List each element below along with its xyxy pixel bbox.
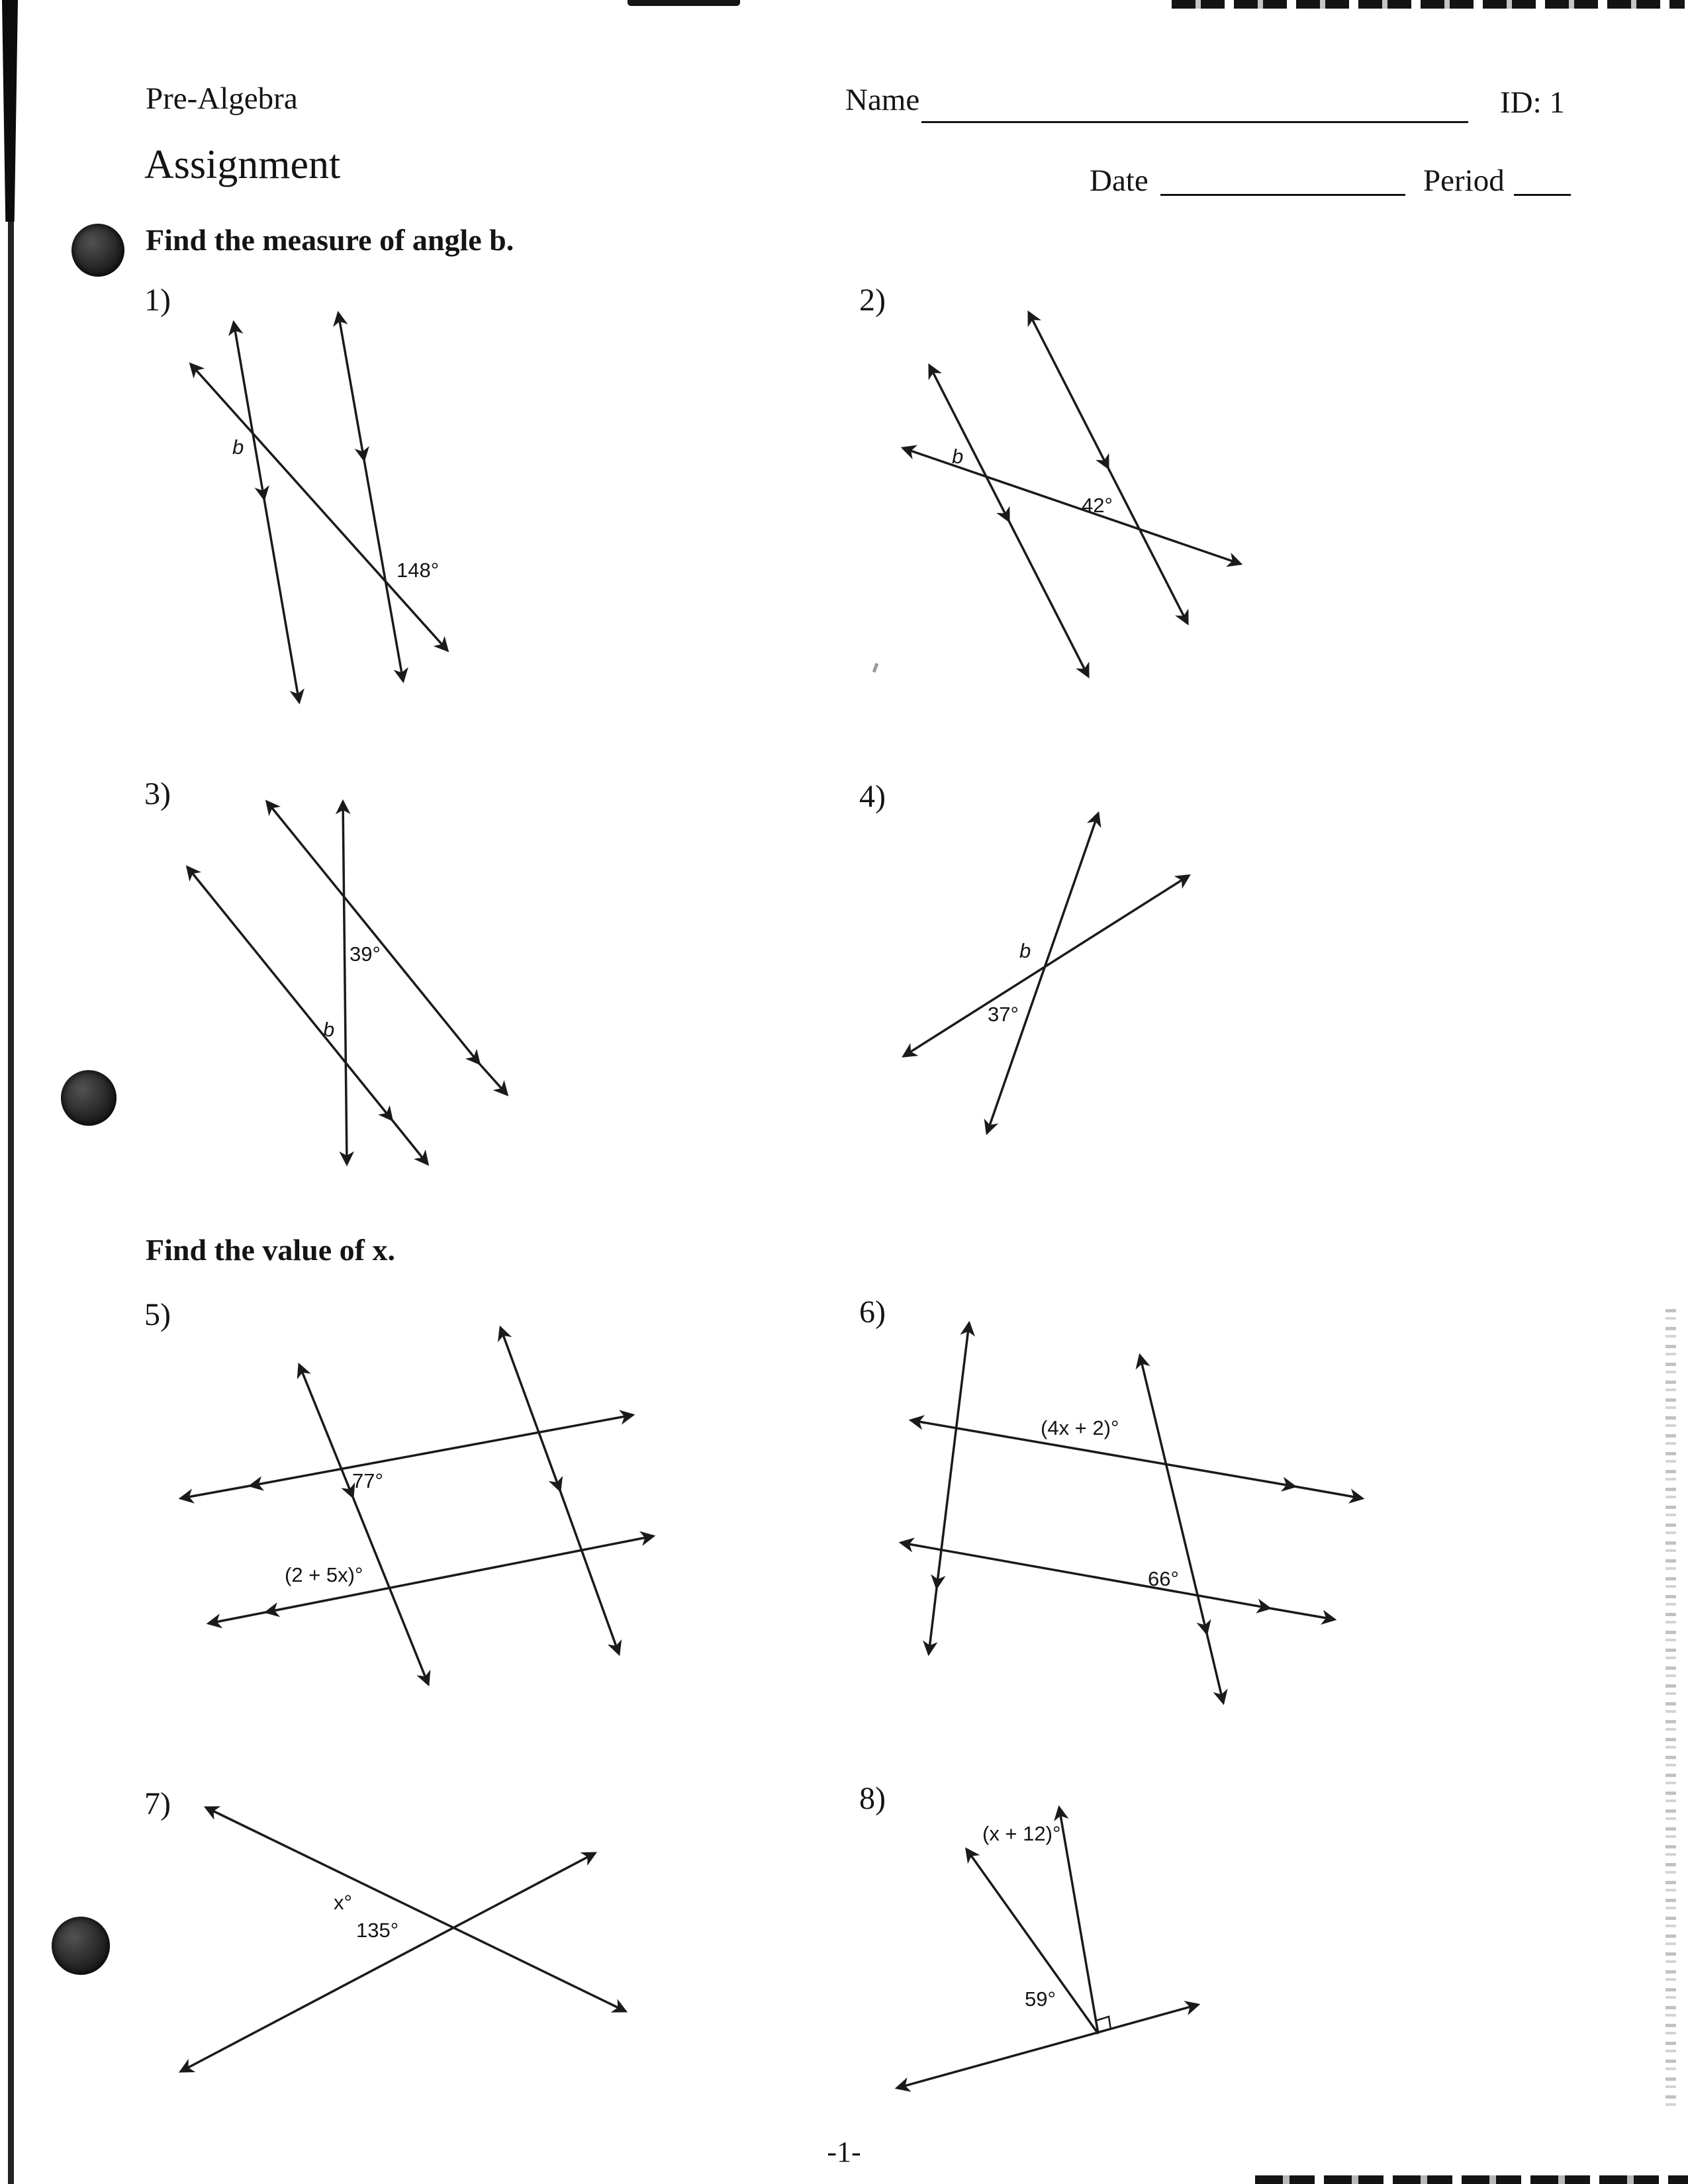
ink-stamp-3	[52, 1917, 110, 1975]
parallel-line-1	[929, 365, 1088, 676]
problem-8-number: 8)	[859, 1781, 886, 1816]
scan-edge-line-left	[8, 0, 14, 2184]
angle-label-135: 135°	[356, 1919, 399, 1942]
period-blank-line	[1514, 167, 1571, 196]
parallel-line-1	[234, 322, 299, 702]
problem-3-figure	[173, 785, 524, 1189]
parallel-line-2	[338, 313, 403, 681]
steep-parallel-line-1	[299, 1365, 428, 1684]
problem-6-figure	[890, 1306, 1380, 1720]
scan-edge-blob-top-left	[2, 0, 18, 222]
steep-parallel-line-2	[500, 1328, 619, 1654]
problem-8-diagram	[862, 1786, 1233, 2117]
problem-4-figure	[890, 792, 1214, 1150]
angle-label-xplus12: (x + 12)°	[982, 1822, 1061, 1845]
scan-mark-top-right	[1172, 0, 1685, 9]
crossing-line-2	[987, 813, 1098, 1133]
angle-label-b: b	[323, 1018, 335, 1041]
scan-noise-right-edge	[1665, 1309, 1676, 2110]
steep-parallel-line-1	[929, 1323, 969, 1654]
shallow-parallel-line-2	[209, 1536, 653, 1623]
problem-7-diagram	[167, 1786, 670, 2104]
date-blank-line	[1160, 167, 1405, 196]
problem-6-number: 6)	[859, 1295, 886, 1330]
problem-4-diagram	[890, 792, 1214, 1150]
angle-label-2plus5x: (2 + 5x)°	[285, 1563, 363, 1586]
base-line	[897, 2005, 1198, 2088]
shallow-parallel-line-1	[181, 1415, 633, 1498]
angle-label-b: b	[232, 435, 244, 459]
period-label: Period	[1423, 163, 1505, 198]
angle-label-148: 148°	[397, 559, 440, 582]
parallel-line-1	[267, 801, 507, 1095]
problem-7-number: 7)	[144, 1786, 171, 1821]
problem-2-number: 2)	[859, 283, 886, 318]
name-blank-line	[921, 95, 1468, 123]
problem-2-diagram	[896, 306, 1267, 709]
angle-label-b: b	[952, 445, 964, 468]
course-name: Pre-Algebra	[146, 81, 298, 116]
shallow-parallel-line-1	[911, 1420, 1362, 1498]
problem-4-number: 4)	[859, 779, 886, 814]
problem-7-figure	[167, 1786, 670, 2104]
angle-label-39: 39°	[350, 942, 381, 966]
instruction-value-x: Find the value of x.	[146, 1233, 395, 1267]
crossing-line-1	[206, 1807, 626, 2011]
problem-5-diagram	[167, 1306, 670, 1713]
transversal-line	[191, 364, 447, 651]
problem-3-diagram	[173, 785, 524, 1189]
right-angle-mark	[1096, 2017, 1111, 2030]
problem-5-number: 5)	[144, 1297, 171, 1332]
parallel-line-2	[1029, 312, 1188, 623]
id-label: ID: 1	[1500, 85, 1565, 120]
problem-5-figure	[167, 1306, 670, 1713]
scan-mark-top-center	[628, 0, 740, 6]
problem-1-figure	[178, 306, 469, 709]
problem-1-diagram	[178, 306, 469, 709]
angle-label-77: 77°	[352, 1469, 383, 1492]
name-label: Name	[845, 83, 920, 117]
ink-stamp-2	[61, 1070, 117, 1126]
scan-mark-bottom-right	[1255, 2175, 1688, 2184]
instruction-angle-b: Find the measure of angle b.	[146, 223, 514, 257]
angle-label-b: b	[1019, 939, 1031, 962]
scan-speck	[872, 663, 878, 673]
shallow-parallel-line-2	[901, 1543, 1335, 1619]
problem-6-diagram	[890, 1306, 1380, 1720]
angle-label-37: 37°	[988, 1003, 1019, 1026]
angle-label-59: 59°	[1025, 1987, 1056, 2011]
ray-vertical	[1059, 1807, 1098, 2034]
problem-1-number: 1)	[144, 283, 171, 318]
angle-label-66: 66°	[1148, 1567, 1179, 1590]
worksheet-title: Assignment	[144, 142, 341, 187]
parallel-line-2	[187, 867, 428, 1164]
crossing-line-2	[181, 1853, 595, 2071]
date-label: Date	[1090, 163, 1149, 198]
angle-label-x: x°	[334, 1891, 352, 1914]
problem-3-number: 3)	[144, 776, 171, 811]
page-number: -1-	[827, 2136, 861, 2168]
angle-label-4xplus2: (4x + 2)°	[1041, 1416, 1119, 1439]
angle-label-42: 42°	[1082, 494, 1113, 517]
vertical-transversal-line	[343, 801, 347, 1164]
ink-stamp-1	[71, 224, 124, 277]
steep-parallel-line-2	[1140, 1355, 1223, 1703]
